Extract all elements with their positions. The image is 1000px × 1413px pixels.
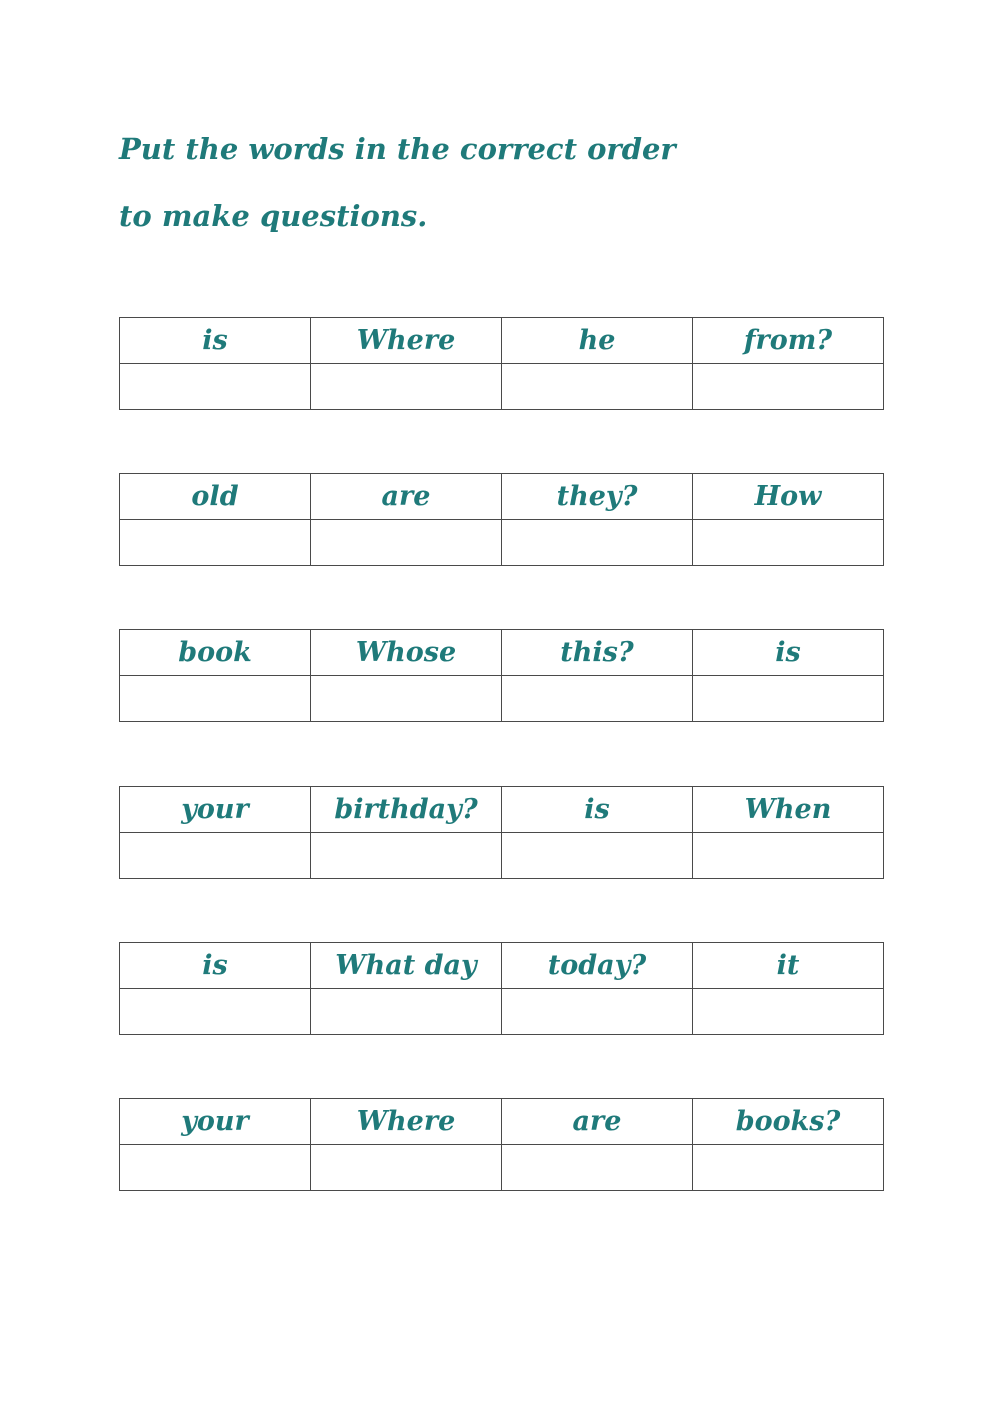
- word-cell: [120, 474, 311, 520]
- answer-cell[interactable]: [311, 1145, 502, 1191]
- answer-cell[interactable]: [693, 520, 884, 566]
- answer-cell[interactable]: [120, 833, 311, 879]
- word-row: [120, 474, 884, 520]
- scrambled-word: is: [584, 794, 610, 825]
- answer-cell[interactable]: [120, 1145, 311, 1191]
- word-row: [120, 943, 884, 989]
- scrambled-word: is: [775, 637, 801, 668]
- answer-cell[interactable]: [693, 1145, 884, 1191]
- answer-cell[interactable]: [502, 989, 693, 1035]
- word-cell: [502, 474, 693, 520]
- scrambled-word: Where: [356, 1106, 456, 1137]
- exercise-table-4: [119, 786, 884, 879]
- answer-cell[interactable]: [311, 989, 502, 1035]
- word-cell: [120, 318, 311, 364]
- answer-row: [120, 364, 884, 410]
- exercise-table-5: [119, 942, 884, 1035]
- answer-row: [120, 1145, 884, 1191]
- answer-row: [120, 989, 884, 1035]
- answer-row: [120, 833, 884, 879]
- scrambled-word: old: [191, 481, 239, 512]
- word-cell: [502, 787, 693, 833]
- scrambled-word: from?: [743, 325, 833, 356]
- exercise-table-1: [119, 317, 884, 410]
- answer-cell[interactable]: [311, 364, 502, 410]
- exercise-table-6: [119, 1098, 884, 1191]
- word-cell: [693, 318, 884, 364]
- word-cell: [311, 630, 502, 676]
- word-cell: [311, 787, 502, 833]
- answer-cell[interactable]: [120, 676, 311, 722]
- word-cell: [693, 787, 884, 833]
- scrambled-word: he: [578, 325, 616, 356]
- answer-cell[interactable]: [502, 676, 693, 722]
- answer-cell[interactable]: [693, 364, 884, 410]
- scrambled-word: it: [776, 950, 800, 981]
- word-cell: [502, 318, 693, 364]
- answer-cell[interactable]: [693, 833, 884, 879]
- word-row: [120, 630, 884, 676]
- word-cell: [693, 630, 884, 676]
- answer-cell[interactable]: [502, 833, 693, 879]
- scrambled-word: What day: [335, 950, 477, 981]
- scrambled-word: are: [381, 481, 431, 512]
- word-row: [120, 318, 884, 364]
- scrambled-word: Whose: [355, 637, 457, 668]
- answer-row: [120, 520, 884, 566]
- scrambled-word: How: [754, 481, 822, 512]
- answer-cell[interactable]: [502, 520, 693, 566]
- answer-cell[interactable]: [311, 833, 502, 879]
- instruction-line-1: Put the words in the correct order: [119, 132, 676, 166]
- word-cell: [120, 943, 311, 989]
- scrambled-word: this?: [560, 637, 634, 668]
- scrambled-word: your: [181, 1106, 249, 1137]
- scrambled-word: today?: [547, 950, 647, 981]
- word-cell: [693, 943, 884, 989]
- instruction-line-2: to make questions.: [119, 199, 428, 233]
- word-cell: [502, 630, 693, 676]
- scrambled-word: is: [202, 950, 228, 981]
- answer-cell[interactable]: [693, 676, 884, 722]
- exercise-table-3: [119, 629, 884, 722]
- scrambled-word: When: [744, 794, 832, 825]
- word-cell: [693, 1099, 884, 1145]
- answer-cell[interactable]: [120, 989, 311, 1035]
- scrambled-word: your: [181, 794, 249, 825]
- word-row: [120, 787, 884, 833]
- word-cell: [502, 943, 693, 989]
- scrambled-word: they?: [556, 481, 638, 512]
- exercise-table-2: [119, 473, 884, 566]
- word-cell: [502, 1099, 693, 1145]
- scrambled-word: books?: [735, 1106, 841, 1137]
- scrambled-word: Where: [356, 325, 456, 356]
- answer-cell[interactable]: [502, 364, 693, 410]
- answer-cell[interactable]: [120, 520, 311, 566]
- word-cell: [120, 1099, 311, 1145]
- answer-cell[interactable]: [311, 520, 502, 566]
- scrambled-word: birthday?: [334, 794, 478, 825]
- scrambled-word: is: [202, 325, 228, 356]
- answer-cell[interactable]: [502, 1145, 693, 1191]
- word-cell: [311, 318, 502, 364]
- word-cell: [311, 1099, 502, 1145]
- answer-cell[interactable]: [120, 364, 311, 410]
- scrambled-word: are: [572, 1106, 622, 1137]
- word-cell: [120, 630, 311, 676]
- word-cell: [120, 787, 311, 833]
- scrambled-word: book: [178, 637, 252, 668]
- word-cell: [311, 474, 502, 520]
- word-cell: [693, 474, 884, 520]
- word-row: [120, 1099, 884, 1145]
- word-cell: [311, 943, 502, 989]
- answer-cell[interactable]: [693, 989, 884, 1035]
- answer-cell[interactable]: [311, 676, 502, 722]
- answer-row: [120, 676, 884, 722]
